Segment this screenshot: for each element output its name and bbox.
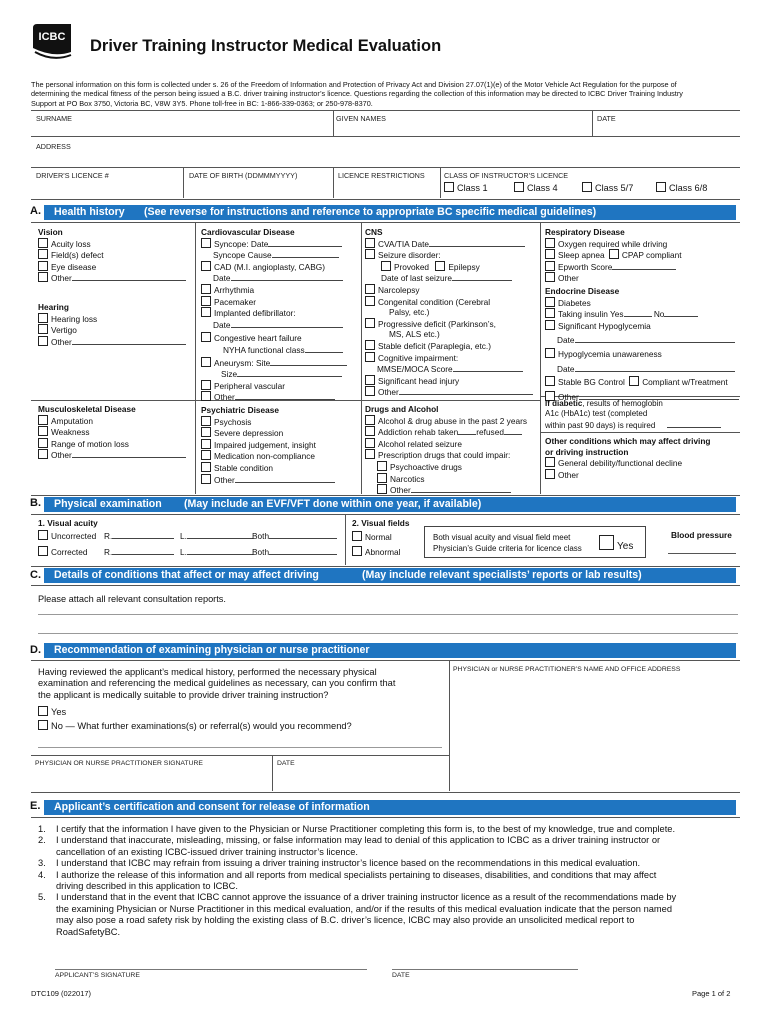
applicant-signature-label: APPLICANT’S SIGNATURE xyxy=(55,972,140,979)
medication-checkbox[interactable]: Medication non-compliance xyxy=(201,450,335,462)
page-title: Driver Training Instructor Medical Evaluation xyxy=(90,37,442,55)
dob-field[interactable]: DATE OF BIRTH (DDMMMYYYY) xyxy=(189,171,298,180)
acuity-loss-checkbox[interactable]: Acuity loss xyxy=(38,238,186,250)
section-c-header xyxy=(44,568,736,583)
field-defect-checkbox[interactable]: Field(s) defect xyxy=(38,249,186,261)
section-e-header xyxy=(44,800,736,815)
hypo-date-field[interactable]: Date xyxy=(545,334,739,346)
section-a-subtitle: (See reverse for instructions and reference to appropriate BC specific medical guidelines) xyxy=(144,206,597,218)
cva-checkbox[interactable]: CVA/TIA Date xyxy=(365,238,533,250)
defib-date-field[interactable]: Date xyxy=(201,319,347,331)
eye-disease-checkbox[interactable]: Eye disease xyxy=(38,261,186,273)
compliant-checkbox[interactable]: Compliant w/Treatment xyxy=(629,377,727,387)
cad-date-field[interactable]: Date xyxy=(201,272,347,284)
nyha-field[interactable]: NYHA functional class xyxy=(201,344,347,356)
privacy-line: Support at PO Box 3750, Victoria BC, V8W 3Y5. Phone toll-free in BC: 1-866-339-0363; or 250-978-8370. xyxy=(31,98,373,108)
hearing-title: Hearing xyxy=(38,302,69,312)
stable-condition-checkbox[interactable]: Stable condition xyxy=(201,462,335,474)
corrected-both-field[interactable]: Both xyxy=(252,546,337,558)
vision-other-checkbox[interactable]: Other xyxy=(38,272,186,284)
uncorrected-row xyxy=(38,529,338,543)
aneurysm-size-field[interactable]: Size xyxy=(201,368,347,380)
section-e-title: Applicant’s certification and consent for release of information xyxy=(54,801,370,813)
general-debility-checkbox[interactable]: General debility/functional decline xyxy=(545,457,711,469)
recommendation-question: Having reviewed the applicant’s medical history, performed the necessary physical examination and referencing the medical guidelines as necessary, can you confirm that the applicant is medically suitable to provide driver training instruction? Yes No — What further examinations(s) or referral(s) would you recommend? xyxy=(38,667,396,732)
corrected-r-field[interactable]: R. xyxy=(104,546,174,558)
hearing-other-checkbox[interactable]: Other xyxy=(38,336,186,348)
section-b-subtitle: (May include an EVF/VFT done within one year, if available) xyxy=(184,498,482,510)
progressive-line2: MS, ALS etc.) xyxy=(389,329,440,340)
visual-fields-title: 2. Visual fields xyxy=(352,518,410,528)
narcotics-checkbox[interactable]: Narcotics xyxy=(365,473,527,485)
svg-text:ICBC: ICBC xyxy=(38,31,66,43)
section-c-title: Details of conditions that affect or may affect driving xyxy=(54,569,319,581)
section-d-header xyxy=(44,643,736,658)
consent-item: 5. I understand that in the event that ICBC cannot approve the issuance of a driver training instructor licence as a result of the recommendations made by the examining Physician or Nurse Practitioner in this medical evaluation, and/or if the results of this medical evaluation indicate that the person named may also pose a road safety risk by holding the existing class of B.C. driver’s licence, ICBC may also provide an unsolicited medical report to RoadSafetyBC. xyxy=(38,892,677,937)
corrected-l-field[interactable]: L. xyxy=(180,546,253,558)
uncorrected-r-field[interactable]: R. xyxy=(104,530,174,542)
visual-acuity-title: 1. Visual acuity xyxy=(38,518,98,528)
section-d-letter: D. xyxy=(30,644,41,656)
other-conditions-title2: or driving instruction xyxy=(545,446,629,457)
diabetes-checkbox[interactable]: Diabetes xyxy=(545,297,739,309)
section-a-header xyxy=(44,205,736,220)
section-c-letter: C. xyxy=(30,569,41,581)
section-a-letter: A. xyxy=(30,205,41,217)
vertigo-checkbox[interactable]: Vertigo xyxy=(38,324,186,336)
defibrillator-checkbox[interactable]: Implanted defibrillator: xyxy=(201,307,347,319)
hypoglycemia-checkbox[interactable]: Significant Hypoglycemia xyxy=(545,320,739,332)
insulin-checkbox[interactable]: Taking insulin Yes No xyxy=(545,308,739,320)
privacy-notice xyxy=(31,80,741,108)
consent-item: 1. I certify that the information I have given to the Physician or Nurse Practitioner completing this form is, to the best of my knowledge, true and complete. xyxy=(38,824,676,834)
corrected-checkbox[interactable]: Corrected xyxy=(38,546,87,558)
blood-pressure-label: Blood pressure xyxy=(671,530,732,540)
page-number: Page 1 of 2 xyxy=(692,989,731,998)
arrhythmia-checkbox[interactable]: Arrhythmia xyxy=(201,284,347,296)
physician-name-field[interactable]: PHYSICIAN or NURSE PRACTITIONER’S NAME AND OFFICE ADDRESS xyxy=(453,666,681,673)
details-line-1[interactable] xyxy=(38,614,738,615)
given-names-field[interactable]: GIVEN NAMES xyxy=(336,114,386,123)
personal-info-grid xyxy=(31,110,740,200)
cns-other-checkbox[interactable]: Other xyxy=(365,386,533,398)
class-4-checkbox[interactable]: Class 4 xyxy=(514,182,558,195)
cpap-checkbox[interactable]: CPAP compliant xyxy=(609,250,682,260)
stable-deficit-checkbox[interactable]: Stable deficit (Paraplegia, etc.) xyxy=(365,340,533,352)
drivers-licence-field[interactable]: DRIVER’S LICENCE # xyxy=(36,171,109,180)
cardio-title: Cardiovascular Disease xyxy=(201,227,295,237)
chf-checkbox[interactable]: Congestive heart failure xyxy=(201,332,347,344)
oxygen-checkbox[interactable]: Oxygen required while driving xyxy=(545,238,739,250)
progressive-checkbox[interactable]: Progressive deficit (Parkinson’s, xyxy=(365,318,533,330)
last-seizure-field[interactable]: Date of last seizure xyxy=(365,272,533,284)
drugs-other-checkbox[interactable]: Other xyxy=(365,484,527,496)
unaware-date-field[interactable]: Date xyxy=(545,363,739,375)
section-b-header xyxy=(44,497,736,512)
cns-group xyxy=(365,227,533,398)
provoked-checkbox[interactable]: Provoked xyxy=(381,262,429,272)
congenital-checkbox[interactable]: Congenital condition (Cerebral xyxy=(365,296,533,308)
date-field[interactable]: DATE xyxy=(597,114,616,123)
applicant-date-label: DATE xyxy=(392,972,410,979)
seizure-checkbox[interactable]: Seizure disorder: xyxy=(365,249,533,261)
abuse-checkbox[interactable]: Alcohol & drug abuse in the past 2 years xyxy=(365,415,527,427)
licence-restrictions-field[interactable]: LICENCE RESTRICTIONS xyxy=(338,171,425,180)
criteria-yes-checkbox[interactable]: Yes xyxy=(599,535,633,554)
psychoactive-checkbox[interactable]: Psychoactive drugs xyxy=(365,461,527,473)
psych-other-checkbox[interactable]: Other xyxy=(201,474,335,486)
other-conditions-group xyxy=(545,436,711,480)
aneurysm-checkbox[interactable]: Aneurysm: Site xyxy=(201,357,347,369)
amputation-checkbox[interactable]: Amputation xyxy=(38,415,186,427)
vision-title: Vision xyxy=(38,227,63,237)
other-conditions-title: Other conditions which may affect driving xyxy=(545,436,711,446)
hearing-loss-checkbox[interactable]: Hearing loss xyxy=(38,313,186,325)
diabetic-note: If diabetic, results of hemoglobin A1c (HbA1c) test (completed within past 90 days) is required xyxy=(545,399,740,431)
musculo-other-checkbox[interactable]: Other xyxy=(38,449,186,461)
resp-group xyxy=(545,227,739,402)
corrected-row xyxy=(38,545,338,559)
endo-other-checkbox[interactable]: Other xyxy=(545,391,739,403)
form-code: DTC109 (022017) xyxy=(31,989,92,998)
cns-title: CNS xyxy=(365,227,383,237)
cardio-other-checkbox[interactable]: Other xyxy=(201,391,347,403)
details-line-2[interactable] xyxy=(38,633,738,634)
recommend-yes-checkbox[interactable]: Yes xyxy=(38,706,395,718)
privacy-line: determining the medical fitness of the person being issued a B.C. driver training instructor’s licence. Questions regarding the collection of this information may be directed to ICBC Driver Training Industry xyxy=(31,89,683,99)
weakness-checkbox[interactable]: Weakness xyxy=(38,426,186,438)
vision-group xyxy=(38,227,186,284)
cad-checkbox[interactable]: CAD (M.I. angioplasty, CABG) xyxy=(201,261,347,273)
visual-acuity-group xyxy=(38,518,338,559)
other-conditions-other-checkbox[interactable]: Other xyxy=(545,469,711,481)
syncope-checkbox[interactable]: Syncope: Date xyxy=(201,238,347,250)
section-d-title: Recommendation of examining physician or nurse practitioner xyxy=(54,644,370,656)
normal-checkbox[interactable]: Normal xyxy=(352,531,410,543)
icbc-logo-mark xyxy=(31,22,75,62)
musculo-group xyxy=(38,404,186,461)
consent-item: 2. I understand that inaccurate, misleading, missing, or false information may lead to denial of this application to ICBC as a driver training instructor or cancellation of an existing ICBC-issued driver training instructor’s licence. xyxy=(38,835,661,857)
cardio-group xyxy=(201,227,347,403)
epworth-checkbox[interactable]: Epworth Score xyxy=(545,261,739,273)
syncope-cause-field[interactable]: Syncope Cause xyxy=(201,249,347,261)
musculo-title: Musculoskeletal Disease xyxy=(38,404,136,414)
cognitive-checkbox[interactable]: Cognitive impairment: xyxy=(365,352,533,364)
surname-field[interactable]: SURNAME xyxy=(36,114,72,123)
referral-line[interactable] xyxy=(38,747,442,748)
resp-other-checkbox[interactable]: Other xyxy=(545,272,739,284)
psych-title: Psychiatric Disease xyxy=(201,405,279,415)
section-e-letter: E. xyxy=(30,800,41,812)
congenital-line2: Palsy, etc.) xyxy=(389,307,430,318)
drugs-group xyxy=(365,404,527,496)
section-c-note: Please attach all relevant consultation reports. xyxy=(38,594,226,604)
criteria-box xyxy=(424,526,646,558)
uncorrected-l-field[interactable]: L. xyxy=(180,530,253,542)
section-b-title: Physical examination xyxy=(54,498,162,510)
range-motion-checkbox[interactable]: Range of motion loss xyxy=(38,438,186,450)
rehab-checkbox[interactable]: Addiction rehab taken refused xyxy=(365,426,527,438)
recommend-no-checkbox[interactable]: No — What further examinations(s) or referral(s) would you recommend? xyxy=(38,720,395,732)
drugs-title: Drugs and Alcohol xyxy=(365,404,439,414)
physician-date-field[interactable]: DATE xyxy=(277,760,295,767)
resp-title: Respiratory Disease xyxy=(545,227,625,237)
uncorrected-both-field[interactable]: Both xyxy=(252,530,337,542)
icbc-logo xyxy=(31,22,75,62)
unawareness-checkbox[interactable]: Hypoglycemia unawareness xyxy=(545,348,739,360)
privacy-line: The personal information on this form is collected under s. 26 of the Freedom of Information and Protection of Privacy Act and Division 27.07(1)(e) of the Motor Vehicle Act Regulation for the purpose of xyxy=(31,80,677,89)
judgement-checkbox[interactable]: Impaired judgement, insight xyxy=(201,439,335,451)
uncorrected-checkbox[interactable]: Uncorrected xyxy=(38,530,96,542)
sleep-apnea-checkbox[interactable]: Sleep apnea xyxy=(545,250,605,260)
class-1-checkbox[interactable]: Class 1 xyxy=(444,182,488,195)
applicant-signature-line[interactable] xyxy=(55,969,367,970)
stable-bg-checkbox[interactable]: Stable BG Control xyxy=(545,377,625,387)
section-b-letter: B. xyxy=(30,497,41,509)
criteria-text: Both visual acuity and visual field meet Physician’s Guide criteria for licence class xyxy=(433,533,582,553)
prescription-checkbox[interactable]: Prescription drugs that could impair: xyxy=(365,449,527,461)
consent-list xyxy=(38,824,738,938)
visual-fields-group xyxy=(352,518,410,558)
endo-title: Endocrine Disease xyxy=(545,285,620,296)
pacemaker-checkbox[interactable]: Pacemaker xyxy=(201,296,347,308)
psychosis-checkbox[interactable]: Psychosis xyxy=(201,416,335,428)
epilepsy-checkbox[interactable]: Epilepsy xyxy=(435,262,479,272)
alcohol-seizure-checkbox[interactable]: Alcohol related seizure xyxy=(365,438,527,450)
address-field[interactable]: ADDRESS xyxy=(36,142,71,151)
abnormal-checkbox[interactable]: Abnormal xyxy=(352,546,410,558)
applicant-date-line[interactable] xyxy=(392,969,578,970)
class-label: CLASS OF INSTRUCTOR’S LICENCE xyxy=(444,171,569,180)
blood-pressure-field[interactable] xyxy=(668,553,736,554)
physician-signature-field[interactable]: PHYSICIAN OR NURSE PRACTITIONER SIGNATURE xyxy=(35,760,203,767)
class-5-7-checkbox[interactable]: Class 5/7 xyxy=(582,182,633,195)
section-a-title: Health history xyxy=(54,206,125,218)
section-c-subtitle: (May include relevant specialists’ reports or lab results) xyxy=(362,569,642,581)
consent-item: 3. I understand that ICBC may refrain from issuing a driver training instructor’s licence based on the recommendations in this medical evaluation. xyxy=(38,858,641,869)
psych-group xyxy=(201,405,335,485)
narcolepsy-checkbox[interactable]: Narcolepsy xyxy=(365,284,533,296)
hearing-group xyxy=(38,302,186,347)
mmse-field[interactable]: MMSE/MOCA Score xyxy=(365,363,533,375)
head-injury-checkbox[interactable]: Significant head injury xyxy=(365,375,533,387)
peripheral-vascular-checkbox[interactable]: Peripheral vascular xyxy=(201,380,347,392)
class-6-8-checkbox[interactable]: Class 6/8 xyxy=(656,182,707,195)
consent-item: 4. I authorize the release of this information and all reports from medical specialists pertaining to diseases, disabilities, and conditions that may affect driving described in this application to ICBC. xyxy=(38,869,657,892)
depression-checkbox[interactable]: Severe depression xyxy=(201,427,335,439)
